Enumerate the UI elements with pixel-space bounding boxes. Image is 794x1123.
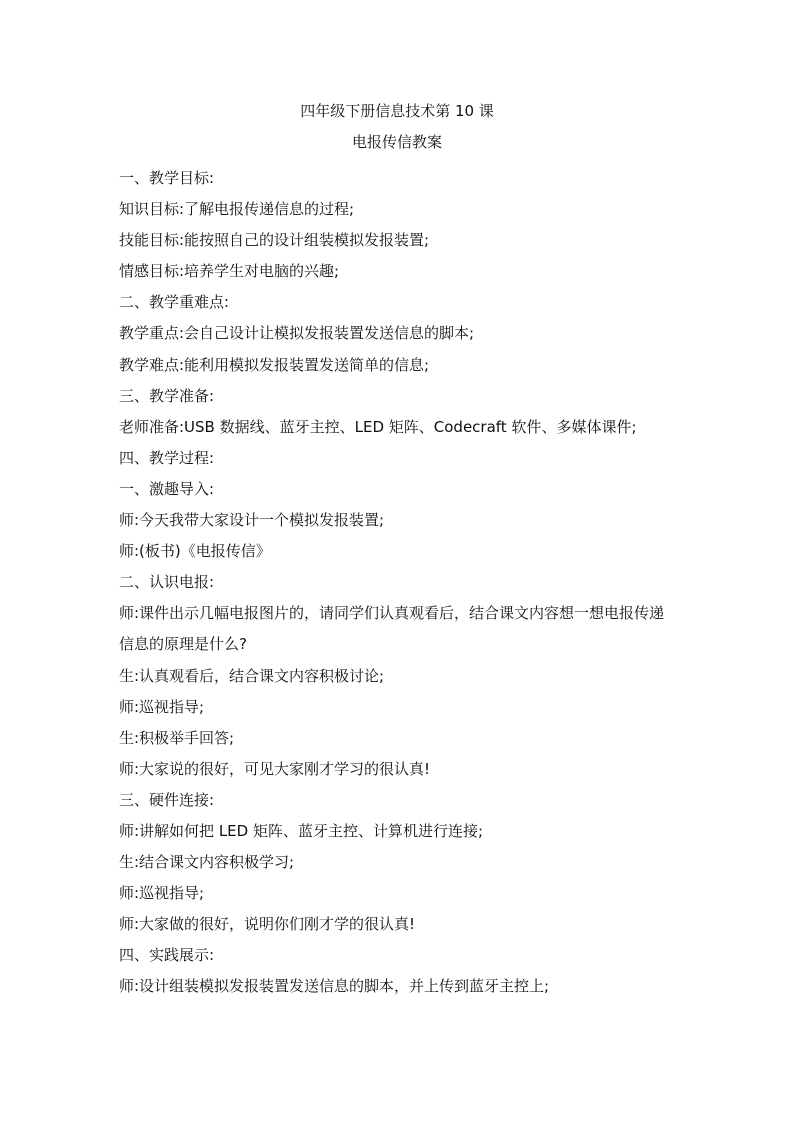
subsection-heading: 四、实践展示: [119, 946, 215, 965]
text-line: 师:今天我带大家设计一个模拟发报装置; [119, 511, 385, 530]
text-line: 情感目标:培养学生对电脑的兴趣; [119, 262, 340, 281]
section-heading-key-points: 二、教学重难点: [119, 293, 230, 312]
text-line: 技能目标:能按照自己的设计组装模拟发报装置; [119, 231, 430, 250]
text-line: 生:认真观看后，结合课文内容积极讨论; [119, 666, 385, 685]
text-line: 生:结合课文内容积极学习; [119, 853, 295, 872]
subsection-heading: 三、硬件连接: [119, 790, 215, 809]
text-line: 师:设计组装模拟发报装置发送信息的脚本，并上传到蓝牙主控上; [119, 977, 550, 996]
text-line: 教学重点:会自己设计让模拟发报装置发送信息的脚本; [119, 324, 475, 343]
text-line: 师:(板书)《电报传信》 [119, 542, 271, 561]
section-heading-preparation: 三、教学准备: [119, 386, 215, 405]
text-line: 师:大家说的很好，可见大家刚才学习的很认真! [119, 759, 431, 778]
document-title: 四年级下册信息技术第 10 课 [300, 102, 494, 120]
section-heading-goals: 一、教学目标: [119, 169, 215, 187]
text-line: 师:巡视指导; [119, 884, 205, 903]
subsection-heading: 二、认识电报: [119, 573, 215, 592]
document-subtitle: 电报传信教案 [351, 133, 442, 151]
section-heading-process: 四、教学过程: [119, 448, 215, 467]
text-line: 师:讲解如何把 LED 矩阵、蓝牙主控、计算机进行连接; [119, 821, 484, 840]
text-line: 生:积极举手回答; [119, 728, 235, 747]
text-line: 知识目标:了解电报传递信息的过程; [119, 200, 355, 219]
text-line: 老师准备:USB 数据线、蓝牙主控、LED 矩阵、Codecraft 软件、多媒体课件; [119, 417, 637, 436]
text-line: 教学难点:能利用模拟发报装置发送简单的信息; [119, 355, 430, 374]
text-paragraph: 师:课件出示几幅电报图片的，请同学们认真观看后，结合课文内容想一想电报传递信息的原理是什么? [119, 604, 665, 654]
subsection-heading: 一、激趣导入: [119, 479, 215, 498]
document-body [119, 163, 679, 1003]
text-line: 师:大家做的很好，说明你们刚才学的很认真! [119, 915, 416, 934]
text-line: 师:巡视指导; [119, 697, 205, 716]
